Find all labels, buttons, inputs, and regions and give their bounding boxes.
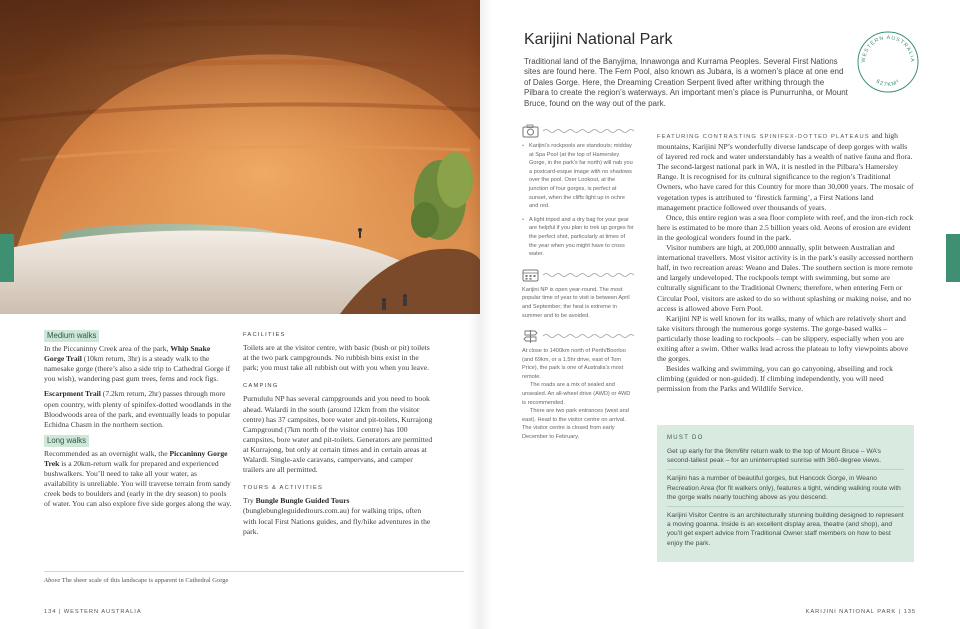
tours-heading: TOURS & ACTIVITIES: [243, 485, 324, 492]
footer-right: KARIJINI NATIONAL PARK | 135: [805, 609, 916, 615]
camera-tips-header: [522, 124, 634, 138]
main-paragraph-4: Karijini NP is well known for its walks, many of which are relatively short and take visitors through the numerous gorge systems. The gorge-based walks – particularly those leading to rockpools – can be slippery, especially when you are exiting after a swim. Other walks lead across the plateau to lofty viewpoints above the gorges.: [657, 313, 908, 364]
piccaninny-paragraph: [44, 449, 232, 510]
access-paragraph-1: At close to 1400km north of Perth/Boorloo (and 69km, or a 1.5hr drive, east of Tom Price), the park is one of Australia’s most remote.: [522, 348, 626, 380]
left-column-walks: [44, 330, 232, 515]
facilities-heading: FACILITIES: [243, 332, 286, 338]
must-do-item: Karijini has a number of beautiful gorges, but Hancock Gorge, in Weano Recreation Area (for fit walkers only), features a tight, winding walking route with the gorge walls nearly touching above as you descend.: [667, 474, 904, 507]
footer-left: 134 | WESTERN AUSTRALIA: [44, 609, 142, 615]
facilities-paragraph: Toilets are at the visitor centre, with basic (bush or pit) toilets at the two park campgrounds. No rubbish bins exist in the park; you must take all rubbish out with you when you leave.: [243, 343, 430, 373]
tips-sidebar: [522, 124, 634, 442]
access-paragraph-3: There are two park entrances (west and east). Head to the visitor centre on arrival. The visitor centre is closed from early December to February.: [522, 408, 629, 441]
svg-text:627KM²: [875, 79, 901, 88]
p1-text-a: In the Piccaninny Creek area of the park,: [44, 344, 171, 354]
intro-paragraph: Traditional land of the Banyjima, Innawonga and Kurrama Peoples. Several First Nations sites are found here. The Fern Pool, also known as Jubara, is a women’s place at one end of Dales Gorge. Here, the Dreaming Creation Serpent lived after writhing through the Pilbara to create the region’s waterways. An important men’s place is Punurrunha, or Mount Bruce, found on the way out of the park.: [524, 57, 848, 108]
main-paragraph-5: Besides walking and swimming, you can go canyoning, abseiling and rock climbing (guided or non-guided). If climbing independently, you will need permission from the Parks and Wildlife Service.: [657, 364, 893, 394]
signpost-icon: [522, 329, 539, 343]
escarpment-paragraph: [44, 389, 232, 429]
stamp-area-text: 627KM²: [874, 78, 902, 89]
lead-in-text: FEATURING CONTRASTING SPINIFEX-DOTTED PLATEAUS: [657, 134, 870, 140]
gutter-shadow: [468, 0, 492, 629]
p2-text-c: (7.2km return, 2hr) passes through more open country, with plenty of spinifex-dotted woodlands in the Bloodwoods area of the park, and eventually leads to popular Echidna Chasm in the northern section.: [44, 389, 232, 429]
must-do-item: Get up early for the 9km/6hr return walk to the top of Mount Bruce – WA’s second-tallest peak – for an uninterrupted sunrise with 360-degree views.: [667, 447, 904, 470]
camping-heading: CAMPING: [243, 383, 279, 390]
main-article: [657, 131, 914, 394]
whip-snake-paragraph: [44, 344, 232, 384]
caption-divider: [44, 571, 464, 572]
section-tab-left: [0, 234, 14, 282]
gorge-photo: [0, 0, 480, 314]
medium-walks-label: Medium walks: [44, 330, 99, 342]
page-title: Karijini National Park: [524, 31, 673, 48]
piccaninny-trek-name: Piccaninny Gorge Trek: [44, 448, 228, 469]
p3-text-a: Recommended as an overnight walk, the: [44, 448, 170, 458]
must-do-item: Karijini Visitor Centre is an architecturally stunning building designed to represent a moving goanna. Inside is an excellent display area, theatre (and shop), and you’ll get expert advice from Traditional Owner staff members on how to best enjoy the park.: [667, 512, 904, 547]
camping-paragraph: Purnululu NP has several campgrounds and you need to book ahead. Walardi in the south (around 12km from the visitor centre) has 37 campsites, bore water and pit-toilets, Kurrajong Campground (7km north of the visitor centre) has 100 campsites, bore water and pit-toilets. Generators are permitted at Kurrajong, but only at certain times and in certain areas at Walardi. Single-axle caravans, campervans, and camper trailers are all permitted.: [243, 394, 433, 475]
camera-icon: [522, 124, 539, 138]
tour-operator-name: Bungle Bungle Guided Tours: [255, 496, 350, 506]
region-stamp: [855, 29, 921, 95]
photo-tip-item: • A light tripod and a dry bag for your gear are helpful if you plan to trek up gorges for the perfect shot, particularly at times of the year when you might have to cross water.: [522, 216, 634, 259]
stamp-region-text: WESTERN AUSTRALIA: [860, 34, 916, 63]
signpost-header: [522, 329, 634, 343]
caption-lead: Above: [44, 577, 61, 584]
wave-divider-icon: [543, 272, 634, 278]
p3-text-c: is a 20km-return walk for prepared and experienced bushwalkers. You’ll need to take all your water, as availability is unreliable. You will traverse terrain from sandy creek beds to boulders and (early in the dry season) to pools of water. You can also explore five side gorges along the way.: [44, 459, 232, 509]
calendar-text: Karijini NP is open year-round. The most popular time of year to visit is between April and September; the heat is extreme in summer and to be avoided.: [522, 286, 630, 319]
caption-text: The sheer scale of this landscape is apparent in Cathedral Gorge: [60, 577, 229, 584]
must-do-box: [657, 425, 914, 562]
main-paragraph-1: [657, 131, 914, 213]
photo-caption: [44, 577, 228, 584]
calendar-header: [522, 268, 634, 282]
main-paragraph-3: Visitor numbers are high, at 200,000 annually, split between Australian and international travellers. Most visitor activity is in the park’s easily accessed northern half, in two recreation areas: Weano and Dales. The southern section is more remote and largely undeveloped. The rockpools tempt with swimming, but some are culturally significant to the Traditional Owners; therefore, when entering Fern or Circular Pool, visitors are asked to do so without splashing or making noise, and no access is allowed above Fern Pool.: [657, 243, 914, 313]
main-paragraph-2: Once, this entire region was a sea floor complete with reef, and the iron-rich rock here is estimated to be more than 2.5 billion years old. Aeons of erosion are evident in the geological wonders found in the park.: [657, 212, 914, 242]
wave-divider-icon: [543, 128, 634, 134]
whip-snake-trail-name: Whip Snake Gorge Trail: [44, 344, 211, 364]
access-paragraph-2: The roads are a mix of sealed and unsealed. An all-wheel drive (AWD) or 4WD is recommended.: [522, 382, 631, 406]
long-walks-label: Long walks: [44, 435, 89, 447]
calendar-icon: [522, 268, 539, 282]
left-column-info: [243, 330, 435, 542]
tours-paragraph: [243, 496, 435, 536]
p1-text-c: (10km return, 3hr) is a steady walk to the namesake gorge (there’s also a side trip to Cathedral Gorge if you wish), wandering past gum trees, ferns and rock figs.: [44, 354, 231, 384]
photo-tip-item: • Karijini’s rockpools are standouts; midday at Spa Pool (at the top of Hamersley Gorge, in the park’s far north) will nab you a postcard-esque image with no shadows over the pool. Oxer Lookout, at the junction of four gorges, is perfect at sunset, when the cliffs light up in ochre and red.: [522, 142, 634, 211]
main-paragraph-1-body: and high mountains, Karijini NP’s wonderfully diverse landscape of deep gorges with walls of layered red rock and water understandably has a wealth of native fauna and flora. The second-largest national park in WA, it is nestled in the Pilbara’s Hamersley Range. It is recognised for its cultural significance to the region’s Traditional Owners, who have cared for this Country for more than 30,000 years. The mosaic of vegetation types is attributed to ‘firestick farming’, a First Nations land management practice followed over thousands of years.: [657, 131, 914, 212]
photo-tips-list: [522, 142, 634, 259]
escarpment-trail-name: Escarpment Trail: [44, 389, 101, 399]
must-do-heading: MUST DO: [667, 435, 704, 441]
tours-text-c: (bunglebungleguidedtours.com.au) for walking trips, often with local First Nations guides, and fly/hike adventures in the park.: [243, 506, 431, 536]
wave-divider-icon: [543, 333, 634, 339]
tours-text-a: Try: [243, 496, 256, 506]
section-tab-right: [946, 234, 960, 282]
